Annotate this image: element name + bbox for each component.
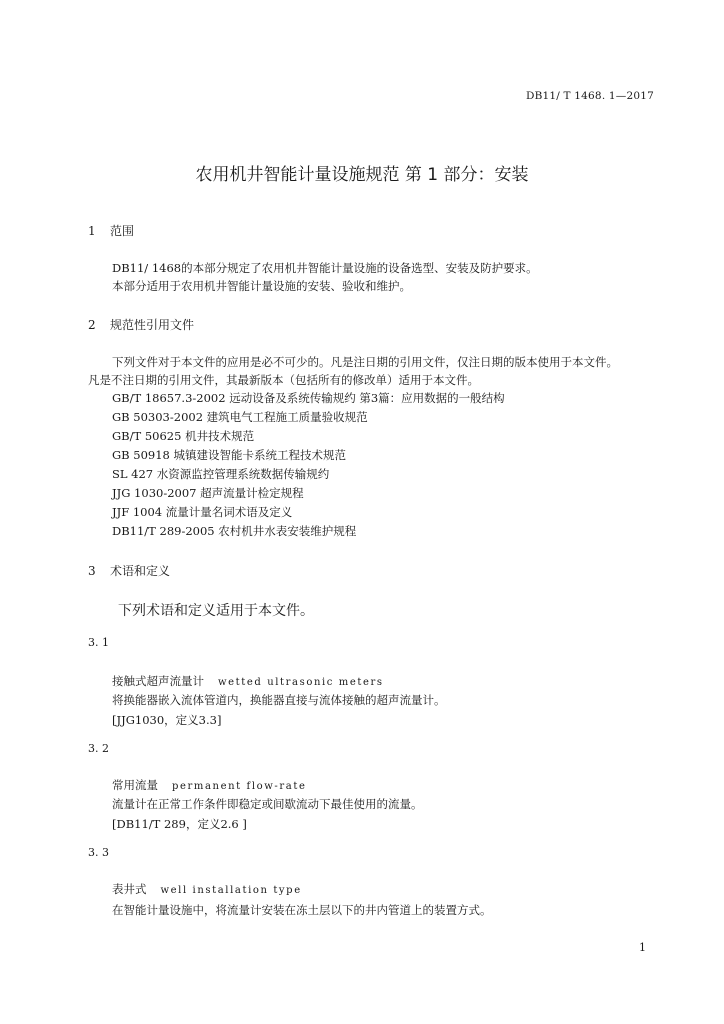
term-number: 3. 3 (88, 846, 109, 859)
term-number: 3. 2 (88, 742, 109, 755)
term-heading (112, 774, 306, 793)
term-source: [DB11/T 289，定义2.6 ] (112, 817, 247, 831)
terms-intro: 下列术语和定义适用于本文件。 (118, 603, 314, 619)
section-number: 2 (88, 318, 96, 332)
term-number: 3. 1 (88, 636, 109, 649)
term-chinese: 常用流量 (112, 778, 158, 792)
reference-item: GB/T 18657.3-2002 远动设备及系统传输规约 第3篇：应用数据的一般结构 (112, 391, 505, 405)
document-number: DB11/ T 1468. 1—2017 (525, 90, 654, 102)
section-2-heading (88, 316, 194, 333)
term-heading (112, 878, 302, 897)
term-definition: 在智能计量设施中，将流量计安装在冻土层以下的井内管道上的装置方式。 (112, 903, 492, 917)
reference-item: JJF 1004 流量计量名词术语及定义 (112, 505, 293, 519)
term-source: [JJG1030，定义3.3] (112, 713, 222, 727)
scope-line-1: DB11/ 1468的本部分规定了农用机井智能计量设施的设备选型、安装及防护要求。 (112, 261, 538, 275)
section-3-heading (88, 562, 170, 579)
section-1-heading (88, 222, 134, 239)
term-heading (112, 670, 384, 689)
references-intro-line-2: 凡是不注日期的引用文件，其最新版本（包括所有的修改单）适用于本文件。 (88, 373, 479, 387)
section-number: 3 (88, 564, 96, 578)
section-title: 范围 (110, 224, 135, 238)
section-number: 1 (88, 224, 96, 238)
page-number: 1 (639, 941, 646, 954)
term-definition: 流量计在正常工作条件即稳定或间歇流动下最佳使用的流量。 (112, 797, 423, 811)
scope-line-2: 本部分适用于农用机井智能计量设施的安装、验收和维护。 (112, 279, 411, 293)
reference-item: SL 427 水资源监控管理系统数据传输规约 (112, 467, 330, 481)
term-english: well installation type (160, 885, 302, 896)
reference-item: GB/T 50625 机井技术规范 (112, 429, 255, 443)
term-chinese: 表井式 (112, 882, 147, 896)
document-title: 农用机井智能计量设施规范 第 1 部分：安装 (195, 165, 529, 185)
references-intro-line-1: 下列文件对于本文件的应用是必不可少的。凡是注日期的引用文件，仅注日期的版本使用于本文件。 (112, 355, 618, 369)
term-chinese: 接触式超声流量计 (112, 674, 204, 688)
section-title: 规范性引用文件 (110, 318, 195, 332)
section-title: 术语和定义 (110, 564, 171, 578)
term-definition: 将换能器嵌入流体管道内，换能器直接与流体接触的超声流量计。 (112, 693, 446, 707)
term-english: permanent flow-rate (172, 781, 307, 792)
reference-item: JJG 1030-2007 超声流量计检定规程 (112, 486, 304, 500)
reference-item: DB11/T 289-2005 农村机井水表安装维护规程 (112, 524, 357, 538)
reference-item: GB 50303-2002 建筑电气工程施工质量验收规范 (112, 410, 368, 424)
term-english: wetted ultrasonic meters (218, 677, 384, 688)
reference-item: GB 50918 城镇建设智能卡系统工程技术规范 (112, 448, 347, 462)
